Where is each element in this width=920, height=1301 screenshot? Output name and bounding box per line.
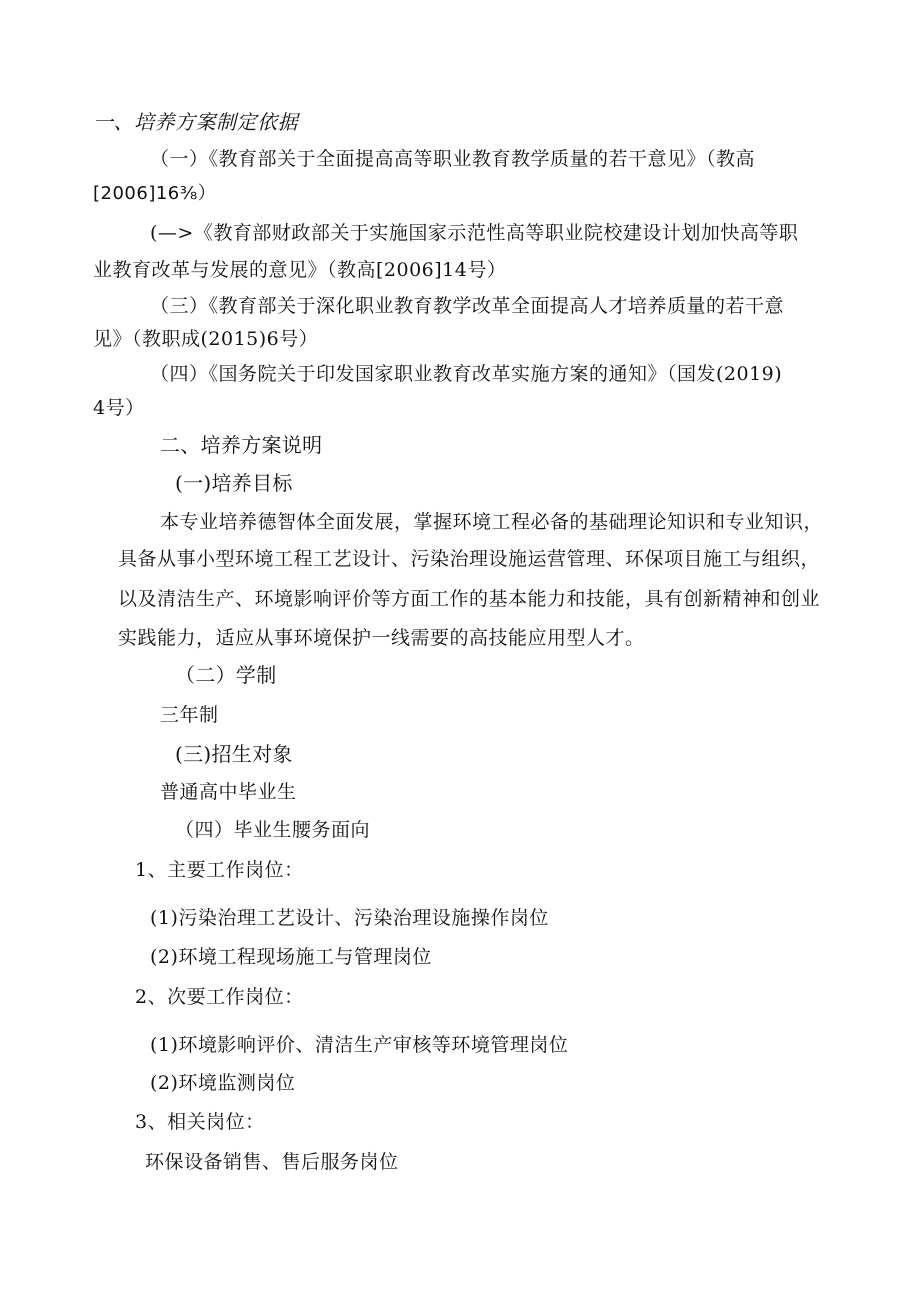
basis-item-3-line2: 见》（教职成(2015)6号）: [93, 328, 319, 350]
secondary-position-item-1: (1)环境影响评价、清洁生产审核等环境管理岗位: [150, 1034, 569, 1056]
primary-positions-heading: 1、主要工作岗位：: [135, 859, 304, 881]
primary-position-item-2: (2)环境工程现场施工与管理岗位: [150, 946, 432, 968]
subheading-goal: (一)培养目标: [175, 471, 293, 495]
goal-paragraph-line-3: 以及清洁生产、环境影响评价等方面工作的基本能力和技能，具有创新精神和创业: [118, 588, 821, 610]
section-heading-explanation: 二、培养方案说明: [160, 433, 323, 457]
basis-item-2-line1: (—>《教育部财政部关于实施国家示范性高等职业院校建设计划加快高等职: [150, 222, 799, 244]
related-positions-heading: 3、相关岗位：: [135, 1111, 265, 1133]
basis-item-4-line1: （四）《国务院关于印发国家职业教育改革实施方案的通知》（国发(2019): [150, 363, 783, 385]
subheading-enrollment: (三)招生对象: [175, 742, 293, 766]
goal-paragraph-line-4: 实践能力，适应从事环境保护一线需要的高技能应用型人才。: [118, 627, 645, 649]
subheading-service: （四）毕业生腰务面向: [175, 819, 371, 841]
basis-item-3-line1: （三）《教育部关于深化职业教育教学改革全面提高人才培养质量的若干意: [150, 295, 785, 317]
secondary-positions-heading: 2、次要工作岗位：: [135, 986, 304, 1008]
basis-item-1-line1: （一）《教育部关于全面提高高等职业教育教学质量的若干意见》（教高: [150, 148, 756, 170]
basis-item-4-line2: 4号）: [93, 397, 145, 419]
duration-value: 三年制: [160, 704, 219, 726]
section-heading-basis: 一、培养方案制定依据: [93, 110, 298, 134]
related-positions-value: 环保设备销售、售后服务岗位: [145, 1151, 399, 1173]
secondary-position-item-2: (2)环境监测岗位: [150, 1072, 296, 1094]
basis-item-1-line2: [2006]16⅜）: [93, 183, 217, 204]
subheading-duration: （二）学制: [175, 663, 277, 687]
basis-item-2-line2: 业教育改革与发展的意见》（教高[2006]14号）: [93, 259, 507, 281]
goal-paragraph-line-1: 本专业培养德智体全面发展，掌握环境工程必备的基础理论知识和专业知识，: [160, 511, 824, 533]
enrollment-value: 普通高中毕业生: [160, 781, 297, 803]
goal-paragraph-line-2: 具备从事小型环境工程工艺设计、污染治理设施运营管理、环保项目施工与组织，: [118, 548, 821, 570]
primary-position-item-1: (1)污染治理工艺设计、污染治理设施操作岗位: [150, 907, 549, 929]
